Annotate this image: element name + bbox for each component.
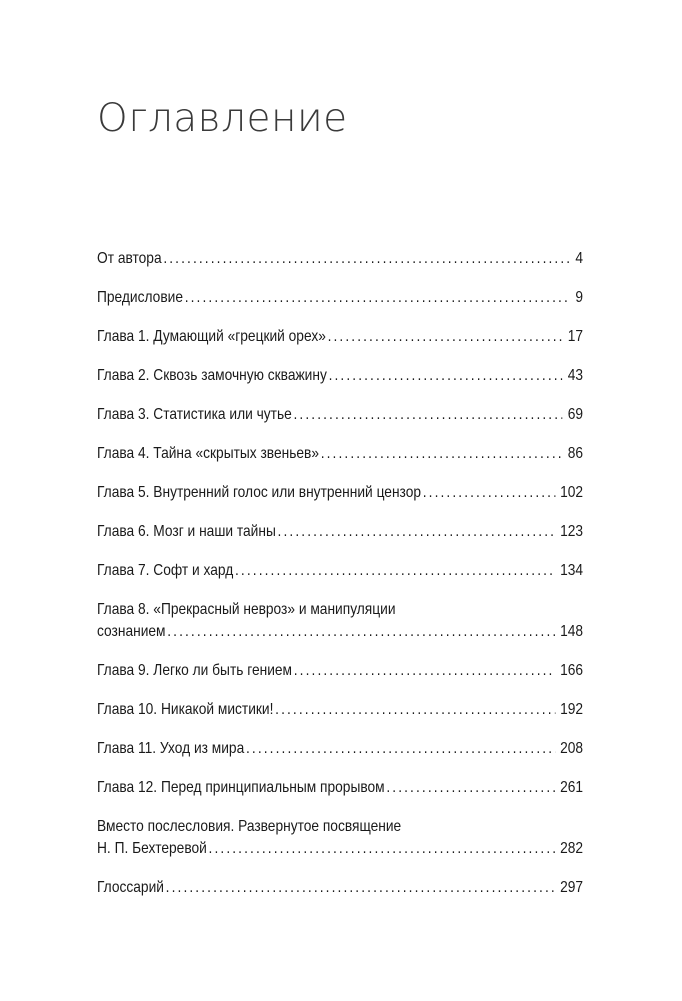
toc-entry-title-line-1: Вместо послесловия. Развернутое посвящение <box>97 818 402 835</box>
dot-leader <box>423 482 555 504</box>
toc-page-number: 192 <box>560 701 584 718</box>
table-of-contents <box>97 248 583 916</box>
toc-page-number: 282 <box>560 840 584 857</box>
dot-leader <box>163 248 570 270</box>
dot-leader <box>386 777 555 799</box>
dot-leader <box>329 365 563 387</box>
dot-leader <box>235 560 555 582</box>
toc-entry-title: Глава 7. Софт и хард <box>97 562 234 579</box>
toc-entry-title: Глава 2. Сквозь замочную скважину <box>97 367 327 384</box>
toc-page-number: 123 <box>560 523 584 540</box>
toc-entry-chapter-4[interactable] <box>97 443 583 465</box>
dot-leader <box>209 838 555 860</box>
toc-page-number: 4 <box>575 250 584 267</box>
toc-entry-chapter-6[interactable] <box>97 521 583 543</box>
toc-page-number: 134 <box>560 562 584 579</box>
toc-entry-chapter-8[interactable] <box>97 599 583 643</box>
toc-page-number: 86 <box>567 445 584 462</box>
toc-entry-title: Н. П. Бехтеревой <box>97 840 207 857</box>
dot-leader <box>185 287 571 309</box>
toc-entry-chapter-9[interactable] <box>97 660 583 682</box>
dot-leader <box>246 738 555 760</box>
toc-entry-preface[interactable] <box>97 287 583 309</box>
toc-page-number: 148 <box>560 623 584 640</box>
toc-entry-title: Глава 10. Никакой мистики! <box>97 701 274 718</box>
dot-leader <box>166 877 555 899</box>
toc-entry-title: Глава 5. Внутренний голос или внутренний цензор <box>97 484 422 501</box>
dot-leader <box>293 404 562 426</box>
toc-entry-afterword[interactable] <box>97 816 583 860</box>
toc-page-number: 102 <box>560 484 584 501</box>
toc-page-number: 208 <box>560 740 584 757</box>
dot-leader <box>275 699 555 721</box>
toc-entry-title: Глава 3. Статистика или чутье <box>97 406 292 423</box>
toc-entry-title-line-1: Глава 8. «Прекрасный невроз» и манипуляции <box>97 601 396 618</box>
dot-leader <box>167 621 555 643</box>
toc-page-number: 297 <box>560 879 584 896</box>
toc-entry-title: Глава 4. Тайна «скрытых звеньев» <box>97 445 319 462</box>
toc-entry-chapter-7[interactable] <box>97 560 583 582</box>
toc-entry-title: Глава 1. Думающий «грецкий орех» <box>97 328 326 345</box>
toc-entry-title: Глава 9. Легко ли быть гением <box>97 662 293 679</box>
toc-entry-chapter-3[interactable] <box>97 404 583 426</box>
toc-entry-title: Глава 11. Уход из мира <box>97 740 245 757</box>
toc-page-number: 69 <box>567 406 584 423</box>
dot-leader <box>294 660 555 682</box>
toc-page-number: 261 <box>560 779 584 796</box>
toc-entry-chapter-5[interactable] <box>97 482 583 504</box>
toc-page-number: 43 <box>567 367 584 384</box>
toc-page-number: 17 <box>567 328 584 345</box>
toc-entry-chapter-2[interactable] <box>97 365 583 387</box>
toc-entry-from-author[interactable] <box>97 248 583 270</box>
dot-leader <box>321 443 563 465</box>
toc-entry-glossary[interactable] <box>97 877 583 899</box>
toc-entry-chapter-11[interactable] <box>97 738 583 760</box>
toc-entry-chapter-10[interactable] <box>97 699 583 721</box>
page-title: Оглавление <box>97 96 348 141</box>
toc-page-number: 166 <box>560 662 584 679</box>
toc-entry-title: Глоссарий <box>97 879 164 896</box>
toc-entry-chapter-1[interactable] <box>97 326 583 348</box>
dot-leader <box>328 326 563 348</box>
toc-entry-title: сознанием <box>97 623 166 640</box>
toc-page-number: 9 <box>575 289 584 306</box>
toc-entry-title: Глава 6. Мозг и наши тайны <box>97 523 276 540</box>
toc-entry-title: От автора <box>97 250 162 267</box>
toc-entry-chapter-12[interactable] <box>97 777 583 799</box>
toc-entry-title: Глава 12. Перед принципиальным прорывом <box>97 779 385 796</box>
dot-leader <box>278 521 555 543</box>
toc-entry-title: Предисловие <box>97 289 183 306</box>
